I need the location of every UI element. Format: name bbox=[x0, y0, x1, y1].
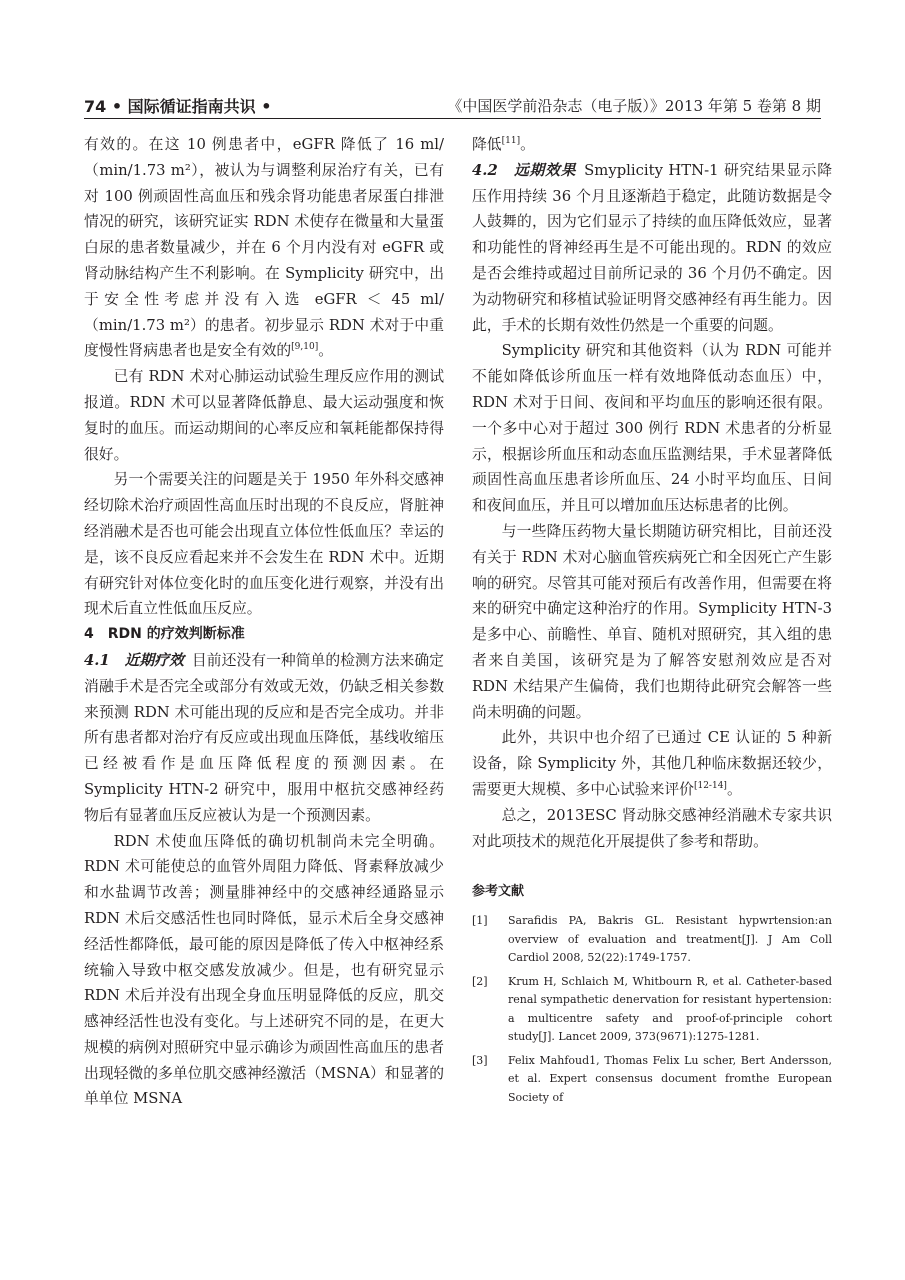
paragraph-text: Smyplicity HTN-1 研究结果显示降压作用持续 36 个月且逐渐趋于稳定，此随访数据是令人鼓舞的，因为它们显示了持续的血压降低效应，显著和功能性的肾神经再生是不可能出现的。RDN 的效应是否会维持或超过目前所记录的 36 个月仍不确定。因为动物研究和移植试验证明肾交感神经有再生能力。因此，手术的长期有效性仍然是一个重要的问题。 bbox=[472, 161, 832, 334]
header-rule bbox=[84, 118, 821, 119]
paragraph-outcomes: 与一些降压药物大量长期随访研究相比，目前还没有关于 RDN 术对心脑血管疾病死亡和全因死亡产生影响的研究。尽管其可能对预后有改善作用，但需要在将来的研究中确定这种治疗的作用。Symplicity HTN-3 是多中心、前瞻性、单盲、随机对照研究，其入组的患者来自美国，该研究是为了解答安慰剂效应是否对 RDN 术结果产生偏倚，我们也期待此研究会解答一些尚未明确的问题。 bbox=[472, 522, 832, 721]
reference-item bbox=[472, 973, 832, 1047]
journal-citation: 《中国医学前沿杂志（电子版）》2013 年第 5 卷第 8 期 bbox=[447, 97, 821, 115]
paragraph-end: 。 bbox=[520, 136, 535, 153]
section-heading: 4 RDN 的疗效判断标准 bbox=[84, 626, 245, 643]
citation: [12-14] bbox=[693, 781, 727, 791]
paragraph-text: 有效的。在这 10 例患者中，eGFR 降低了 16 ml/（min/1.73 m²），被认为与调整利尿治疗有关，已有对 100 例顽固性高血压和残余肾功能患者尿蛋白排泄情况的研究，该研究证实 RDN 术使存在微量和大量蛋白尿的患者数量减少，并在 6 个月内没有对 eGFR 或肾动脉结构产生不利影响。在 Symplicity 研究中，出于安全性考虑并没有入选 eGFR ＜ 45 ml/（min/1.73 m²）的患者。初步显示 RDN 术对于中重度慢性肾病患者也是安全有效的 bbox=[84, 136, 444, 360]
paragraph-exercise: 已有 RDN 术对心肺运动试验生理反应作用的测试报道。RDN 术可以显著降低静息、最大运动强度和恢复时的血压。而运动期间的心率反应和氧耗能都保持得很好。 bbox=[84, 368, 444, 463]
reference-item bbox=[472, 1052, 832, 1108]
citation: [9,10] bbox=[291, 342, 319, 353]
paragraph-text: 此外，共识中也介绍了已通过 CE 认证的 5 种新设备，除 Symplicity 外，其他几种临床数据还较少，需要更大规模、多中心试验来评价 bbox=[472, 729, 832, 798]
citation: [11] bbox=[501, 136, 521, 147]
reference-number: [3] bbox=[472, 1053, 488, 1067]
right-column bbox=[472, 132, 832, 1112]
reference-number: [1] bbox=[472, 914, 488, 928]
paragraph-continuation bbox=[472, 132, 832, 158]
paragraph-new-devices bbox=[472, 725, 832, 802]
paragraph-ambulatory-bp: Symplicity 研究和其他资料（认为 RDN 可能并不能如降低诊所血压一样有效地降低动态血压）中，RDN 术对于日间、夜间和平均血压的影响还很有限。一个多中心对于超过 300 例行 RDN 术患者的分析显示，根据诊所血压和动态血压监测结果，手术显著降低顽固性高血压患者诊所血压、24 小时平均血压、日间和夜间血压，并且可以增加血压达标患者的比例。 bbox=[472, 342, 832, 515]
reference-text: Sarafidis PA, Bakris GL. Resistant hypwrtension:an overview of evaluation and treatment[J]. J Am Coll Cardiol 2008, 52(22):1749-1757. bbox=[508, 914, 832, 965]
reference-number: [2] bbox=[472, 974, 488, 988]
paragraph-short-term bbox=[84, 648, 444, 829]
paragraph-hypotension: 另一个需要关注的问题是关于 1950 年外科交感神经切除术治疗顽固性高血压时出现的不良反应，肾脏神经消融术是否也可能会出现直立体位性低血压？幸运的是，该不良反应看起来并不会发生在 RDN 术中。近期有研究针对体位变化时的血压变化进行观察，并没有出现术后直立性低血压反应。 bbox=[84, 471, 444, 618]
reference-text: Krum H, Schlaich M, Whitbourn R, et al. Catheter-based renal sympathetic denervation for resistant hypertension: a multicentre safety and proof-of-principle cohort study[J]. Lancet 2009, 373(9671):1275-1281. bbox=[508, 974, 832, 1044]
left-column bbox=[84, 132, 444, 1112]
paragraph-text: 目前还没有一种简单的检测方法来确定消融手术是否完全或部分有效或无效，仍缺乏相关参数来预测 RDN 术可能出现的反应和是否完全成功。并非所有患者都对治疗有反应或出现血压降低，基线收缩压已经被看作是血压降低程度的预测因素。在 Symplicity HTN-2 研究中，服用中枢抗交感神经药物后有显著血压反应被认为是一个预测因素。 bbox=[84, 651, 444, 824]
paragraph-mechanism: RDN 术使血压降低的确切机制尚未完全明确。RDN 术可能使总的血管外周阻力降低、肾素释放减少和水盐调节改善；测量腓神经中的交感神经通路显示 RDN 术后交感活性也同时降低，显示术后全身交感神经活性都降低，最可能的原因是降低了传入中枢神经系统输入导致中枢交感发放减少。但是，也有研究显示 RDN 术后并没有出现全身血压明显降低的反应，肌交感神经活性也没有变化。与上述研究不同的是，在更大规模的病例对照研究中显示确诊为顽固性高血压的患者出现轻微的多单位肌交感神经激活（MSNA）和显著的单单位 MSNA bbox=[84, 832, 444, 1108]
paragraph-end: 。 bbox=[726, 780, 742, 798]
paragraph-long-term bbox=[472, 158, 832, 339]
paragraph-text: 降低 bbox=[472, 136, 502, 153]
references-heading: 参考文献 bbox=[472, 884, 525, 900]
page-number-and-section: 74 • 国际循证指南共识 • bbox=[84, 97, 272, 116]
reference-text: Felix Mahfoud1, Thomas Felix Lu scher, Bert Andersson, et al. Expert consensus document fromthe European Society of bbox=[508, 1053, 832, 1104]
paragraph-egfr bbox=[84, 132, 444, 364]
reference-item bbox=[472, 912, 832, 968]
paragraph-conclusion: 总之，2013ESC 肾动脉交感神经消融术专家共识对此项技术的规范化开展提供了参考和帮助。 bbox=[472, 806, 832, 850]
subsection-label: 4.2 远期效果 bbox=[472, 161, 577, 179]
paragraph-end: 。 bbox=[318, 342, 334, 360]
subsection-label: 4.1 近期疗效 bbox=[84, 651, 184, 669]
running-header bbox=[84, 94, 821, 120]
